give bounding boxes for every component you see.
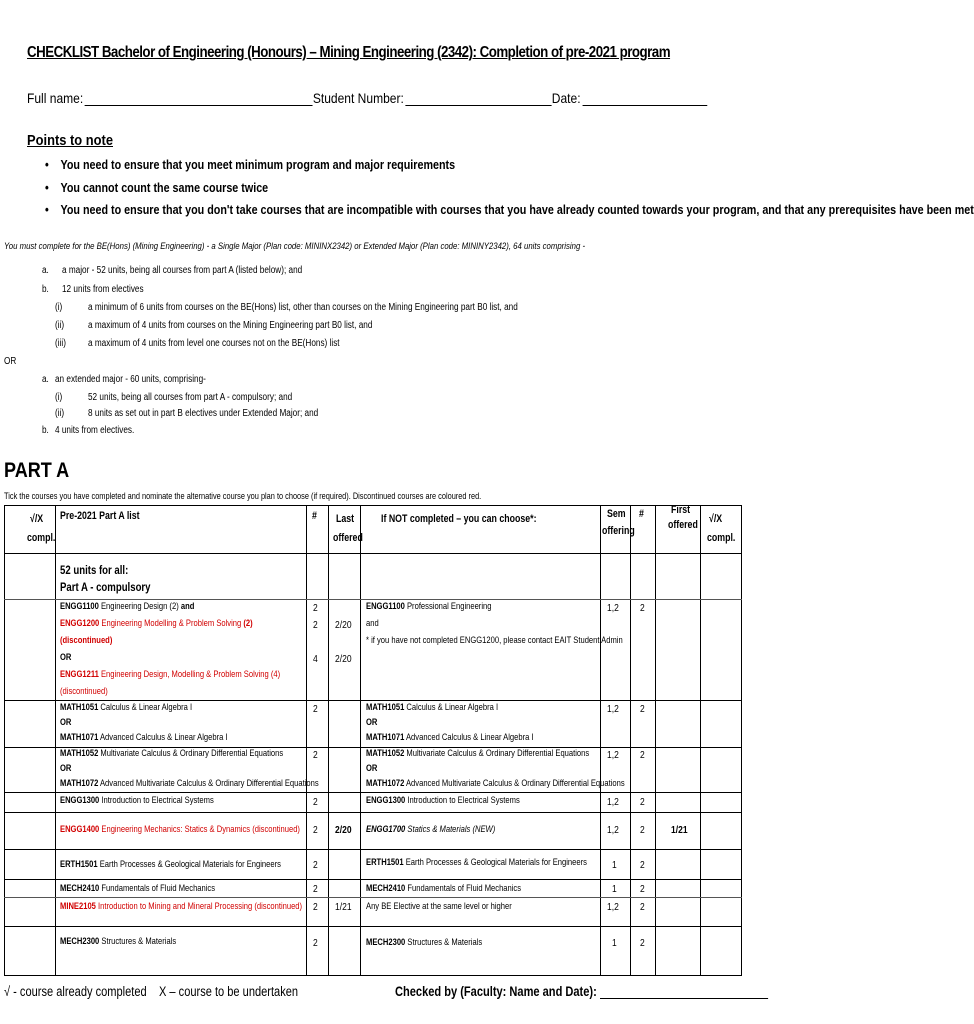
or-text: OR bbox=[366, 717, 378, 728]
alt-course-entry: ERTH1501 Earth Processes & Geological Materials for Engineers bbox=[366, 857, 587, 868]
units-value: 2 bbox=[313, 938, 318, 949]
course-entry: MATH1052 Multivariate Calculus & Ordinary Differential Equations bbox=[60, 748, 284, 759]
tick-legend: √ - course already completed X – course to be undertaken bbox=[4, 984, 299, 999]
student-number-label: Student Number: bbox=[312, 90, 404, 106]
alt-course-entry: MATH1051 Calculus & Linear Algebra I bbox=[366, 702, 499, 713]
sem-value: 1,2 bbox=[607, 902, 619, 913]
sem-value: 1,2 bbox=[607, 750, 619, 761]
req-sub-label: (iii) bbox=[55, 338, 66, 349]
or-text: OR bbox=[60, 652, 72, 663]
last-offered-value: 2/20 bbox=[335, 620, 352, 631]
units2-value: 2 bbox=[640, 884, 645, 895]
tick2-header: √/X bbox=[709, 513, 723, 525]
sem-value: 1,2 bbox=[607, 704, 619, 715]
units-value: 2 bbox=[313, 704, 318, 715]
req-b-label: b. bbox=[42, 284, 49, 295]
req-sub-label: (i) bbox=[55, 302, 63, 313]
req-sub-label: (i) bbox=[55, 392, 63, 403]
sem-offering-header: offering bbox=[602, 525, 635, 537]
alt-course-entry: MATH1052 Multivariate Calculus & Ordinary Differential Equations bbox=[366, 748, 590, 759]
units2-value: 2 bbox=[640, 860, 645, 871]
req-sub-text: a minimum of 6 units from courses on the BE(Hons) list, other than courses on the Mining Engineering part B0 list, and bbox=[88, 302, 518, 313]
course-entry: MATH1072 Advanced Multivariate Calculus & Ordinary Differential Equations bbox=[60, 778, 319, 789]
tick-header: √/X bbox=[30, 513, 44, 525]
sem-value: 1 bbox=[612, 884, 617, 895]
units-value: 2 bbox=[313, 750, 318, 761]
req-sub-text: 52 units, being all courses from part A - compulsory; and bbox=[88, 392, 293, 403]
course-entry: ENGG1300 Introduction to Electrical Systems bbox=[60, 795, 214, 806]
units-value: 2 bbox=[313, 603, 318, 614]
date-label: Date: bbox=[551, 90, 581, 106]
first-offered-header: offered bbox=[668, 519, 698, 531]
checked-by-field[interactable] bbox=[600, 986, 768, 999]
course-entry: MATH1051 Calculus & Linear Algebra I bbox=[60, 702, 193, 713]
requirements-intro: You must complete for the BE(Hons) (Mining Engineering) - a Single Major (Plan code: MININX2342) or Extended Major (Plan code: MININY2342), 64 units comprising - bbox=[4, 241, 586, 252]
sem-value: 1,2 bbox=[607, 603, 619, 614]
req-ext-b-text: 4 units from electives. bbox=[55, 425, 135, 436]
req-sub-text: a maximum of 4 units from level one courses not on the BE(Hons) list bbox=[88, 338, 340, 349]
section-units: 52 units for all: bbox=[60, 563, 129, 577]
or-text: OR bbox=[60, 763, 72, 774]
bullet-icon: • bbox=[45, 203, 49, 217]
units2-value: 2 bbox=[640, 938, 645, 949]
course-entry: MATH1071 Advanced Calculus & Linear Algebra I bbox=[60, 732, 228, 743]
course-entry: MECH2300 Structures & Materials bbox=[60, 936, 177, 947]
first-offered-value: 1/21 bbox=[671, 825, 688, 836]
req-b-text: 12 units from electives bbox=[62, 284, 144, 295]
first-header: First bbox=[671, 504, 691, 516]
last-offered-value: 2/20 bbox=[335, 825, 352, 836]
sem-header: Sem bbox=[607, 508, 626, 520]
course-entry-discontinued: ENGG1200 Engineering Modelling & Problem Solving (2) bbox=[60, 618, 253, 629]
req-sub-label: (ii) bbox=[55, 320, 65, 331]
last-offered-value: 2/20 bbox=[335, 654, 352, 665]
units-value: 2 bbox=[313, 902, 318, 913]
req-ext-a-label: a. bbox=[42, 374, 49, 385]
sem-value: 1 bbox=[612, 860, 617, 871]
alt-course-entry: ENGG1700 Statics & Materials (NEW) bbox=[366, 824, 496, 835]
offered-header: offered bbox=[333, 532, 363, 544]
units-value: 2 bbox=[313, 620, 318, 631]
alt-course-entry: MATH1071 Advanced Calculus & Linear Algebra I bbox=[366, 732, 534, 743]
units-value: 2 bbox=[313, 884, 318, 895]
student-number-field[interactable] bbox=[406, 91, 552, 106]
req-ext-b-label: b. bbox=[42, 425, 49, 436]
points-heading: Points to note bbox=[27, 132, 113, 149]
bullet-item: • You need to ensure that you meet minimum program and major requirements bbox=[45, 158, 456, 172]
part-a-table bbox=[4, 505, 742, 976]
alt-course-entry: MATH1072 Advanced Multivariate Calculus & Ordinary Differential Equations bbox=[366, 778, 625, 789]
req-ext-a-text: an extended major - 60 units, comprising- bbox=[55, 374, 206, 385]
alt-course-entry: ENGG1100 Professional Engineering bbox=[366, 601, 492, 612]
compl2-header: compl. bbox=[707, 532, 736, 544]
req-a-label: a. bbox=[42, 265, 49, 276]
part-a-heading: PART A bbox=[4, 459, 70, 482]
req-or: OR bbox=[4, 356, 17, 367]
full-name-field[interactable] bbox=[85, 91, 313, 106]
req-sub-label: (ii) bbox=[55, 408, 65, 419]
and-text: and bbox=[366, 618, 379, 629]
or-text: OR bbox=[60, 717, 72, 728]
units2-value: 2 bbox=[640, 902, 645, 913]
list-header: Pre-2021 Part A list bbox=[60, 510, 140, 522]
date-field[interactable] bbox=[582, 91, 707, 106]
alt-course-entry: MECH2300 Structures & Materials bbox=[366, 937, 483, 948]
units2-value: 2 bbox=[640, 797, 645, 808]
units2-header: # bbox=[639, 508, 644, 520]
course-entry: ENGG1100 Engineering Design (2) and bbox=[60, 601, 195, 612]
bullet-icon: • bbox=[45, 181, 49, 195]
part-a-note: Tick the courses you have completed and nominate the alternative course you plan to choose (if required). Discontinued courses are coloured red. bbox=[4, 491, 482, 501]
full-name-label: Full name: bbox=[27, 90, 84, 106]
sem-value: 1 bbox=[612, 938, 617, 949]
bullet-icon: • bbox=[45, 158, 49, 172]
checked-by-label: Checked by (Faculty: Name and Date): bbox=[395, 984, 597, 999]
units-value: 4 bbox=[313, 654, 318, 665]
units-value: 2 bbox=[313, 797, 318, 808]
or-text: OR bbox=[366, 763, 378, 774]
units2-value: 2 bbox=[640, 704, 645, 715]
alt-note: * if you have not completed ENGG1200, please contact EAIT Student Admin bbox=[366, 635, 623, 646]
bullet-item: • You cannot count the same course twice bbox=[45, 181, 269, 195]
units2-value: 2 bbox=[640, 603, 645, 614]
discontinued-tag: (discontinued) bbox=[60, 686, 108, 697]
compl-header: compl. bbox=[27, 532, 56, 544]
units-value: 2 bbox=[313, 860, 318, 871]
checked-by bbox=[395, 984, 768, 999]
student-fields bbox=[27, 90, 707, 106]
section-name: Part A - compulsory bbox=[60, 580, 151, 594]
last-header: Last bbox=[336, 513, 355, 525]
last-offered-value: 1/21 bbox=[335, 902, 352, 913]
units-header: # bbox=[312, 510, 317, 522]
alt-course-entry: MECH2410 Fundamentals of Fluid Mechanics bbox=[366, 883, 522, 894]
sem-value: 1,2 bbox=[607, 825, 619, 836]
alt-header: If NOT completed – you can choose*: bbox=[381, 513, 537, 525]
alt-course-entry: Any BE Elective at the same level or higher bbox=[366, 901, 512, 912]
course-entry: MECH2410 Fundamentals of Fluid Mechanics bbox=[60, 883, 216, 894]
bullet-item: • You need to ensure that you don't take courses that are incompatible with courses that you have already counted towards your program, and that any prerequisites have been met bbox=[45, 203, 974, 217]
sem-value: 1,2 bbox=[607, 797, 619, 808]
units-value: 2 bbox=[313, 825, 318, 836]
course-entry-discontinued: ENGG1211 Engineering Design, Modelling & Problem Solving (4) bbox=[60, 669, 281, 680]
course-entry-discontinued: ENGG1400 Engineering Mechanics: Statics & Dynamics (discontinued) bbox=[60, 824, 300, 835]
req-sub-text: a maximum of 4 units from courses on the Mining Engineering part B0 list, and bbox=[88, 320, 373, 331]
req-a-text: a major - 52 units, being all courses from part A (listed below); and bbox=[62, 265, 303, 276]
course-entry: ERTH1501 Earth Processes & Geological Materials for Engineers bbox=[60, 859, 281, 870]
course-entry-discontinued: MINE2105 Introduction to Mining and Mineral Processing (discontinued) bbox=[60, 901, 303, 912]
document-title: CHECKLIST Bachelor of Engineering (Honours) – Mining Engineering (2342): Completion of pre-2021 program bbox=[27, 44, 671, 61]
alt-course-entry: ENGG1300 Introduction to Electrical Systems bbox=[366, 795, 520, 806]
units2-value: 2 bbox=[640, 825, 645, 836]
req-sub-text: 8 units as set out in part B electives under Extended Major; and bbox=[88, 408, 319, 419]
discontinued-tag: (discontinued) bbox=[60, 635, 113, 646]
units2-value: 2 bbox=[640, 750, 645, 761]
